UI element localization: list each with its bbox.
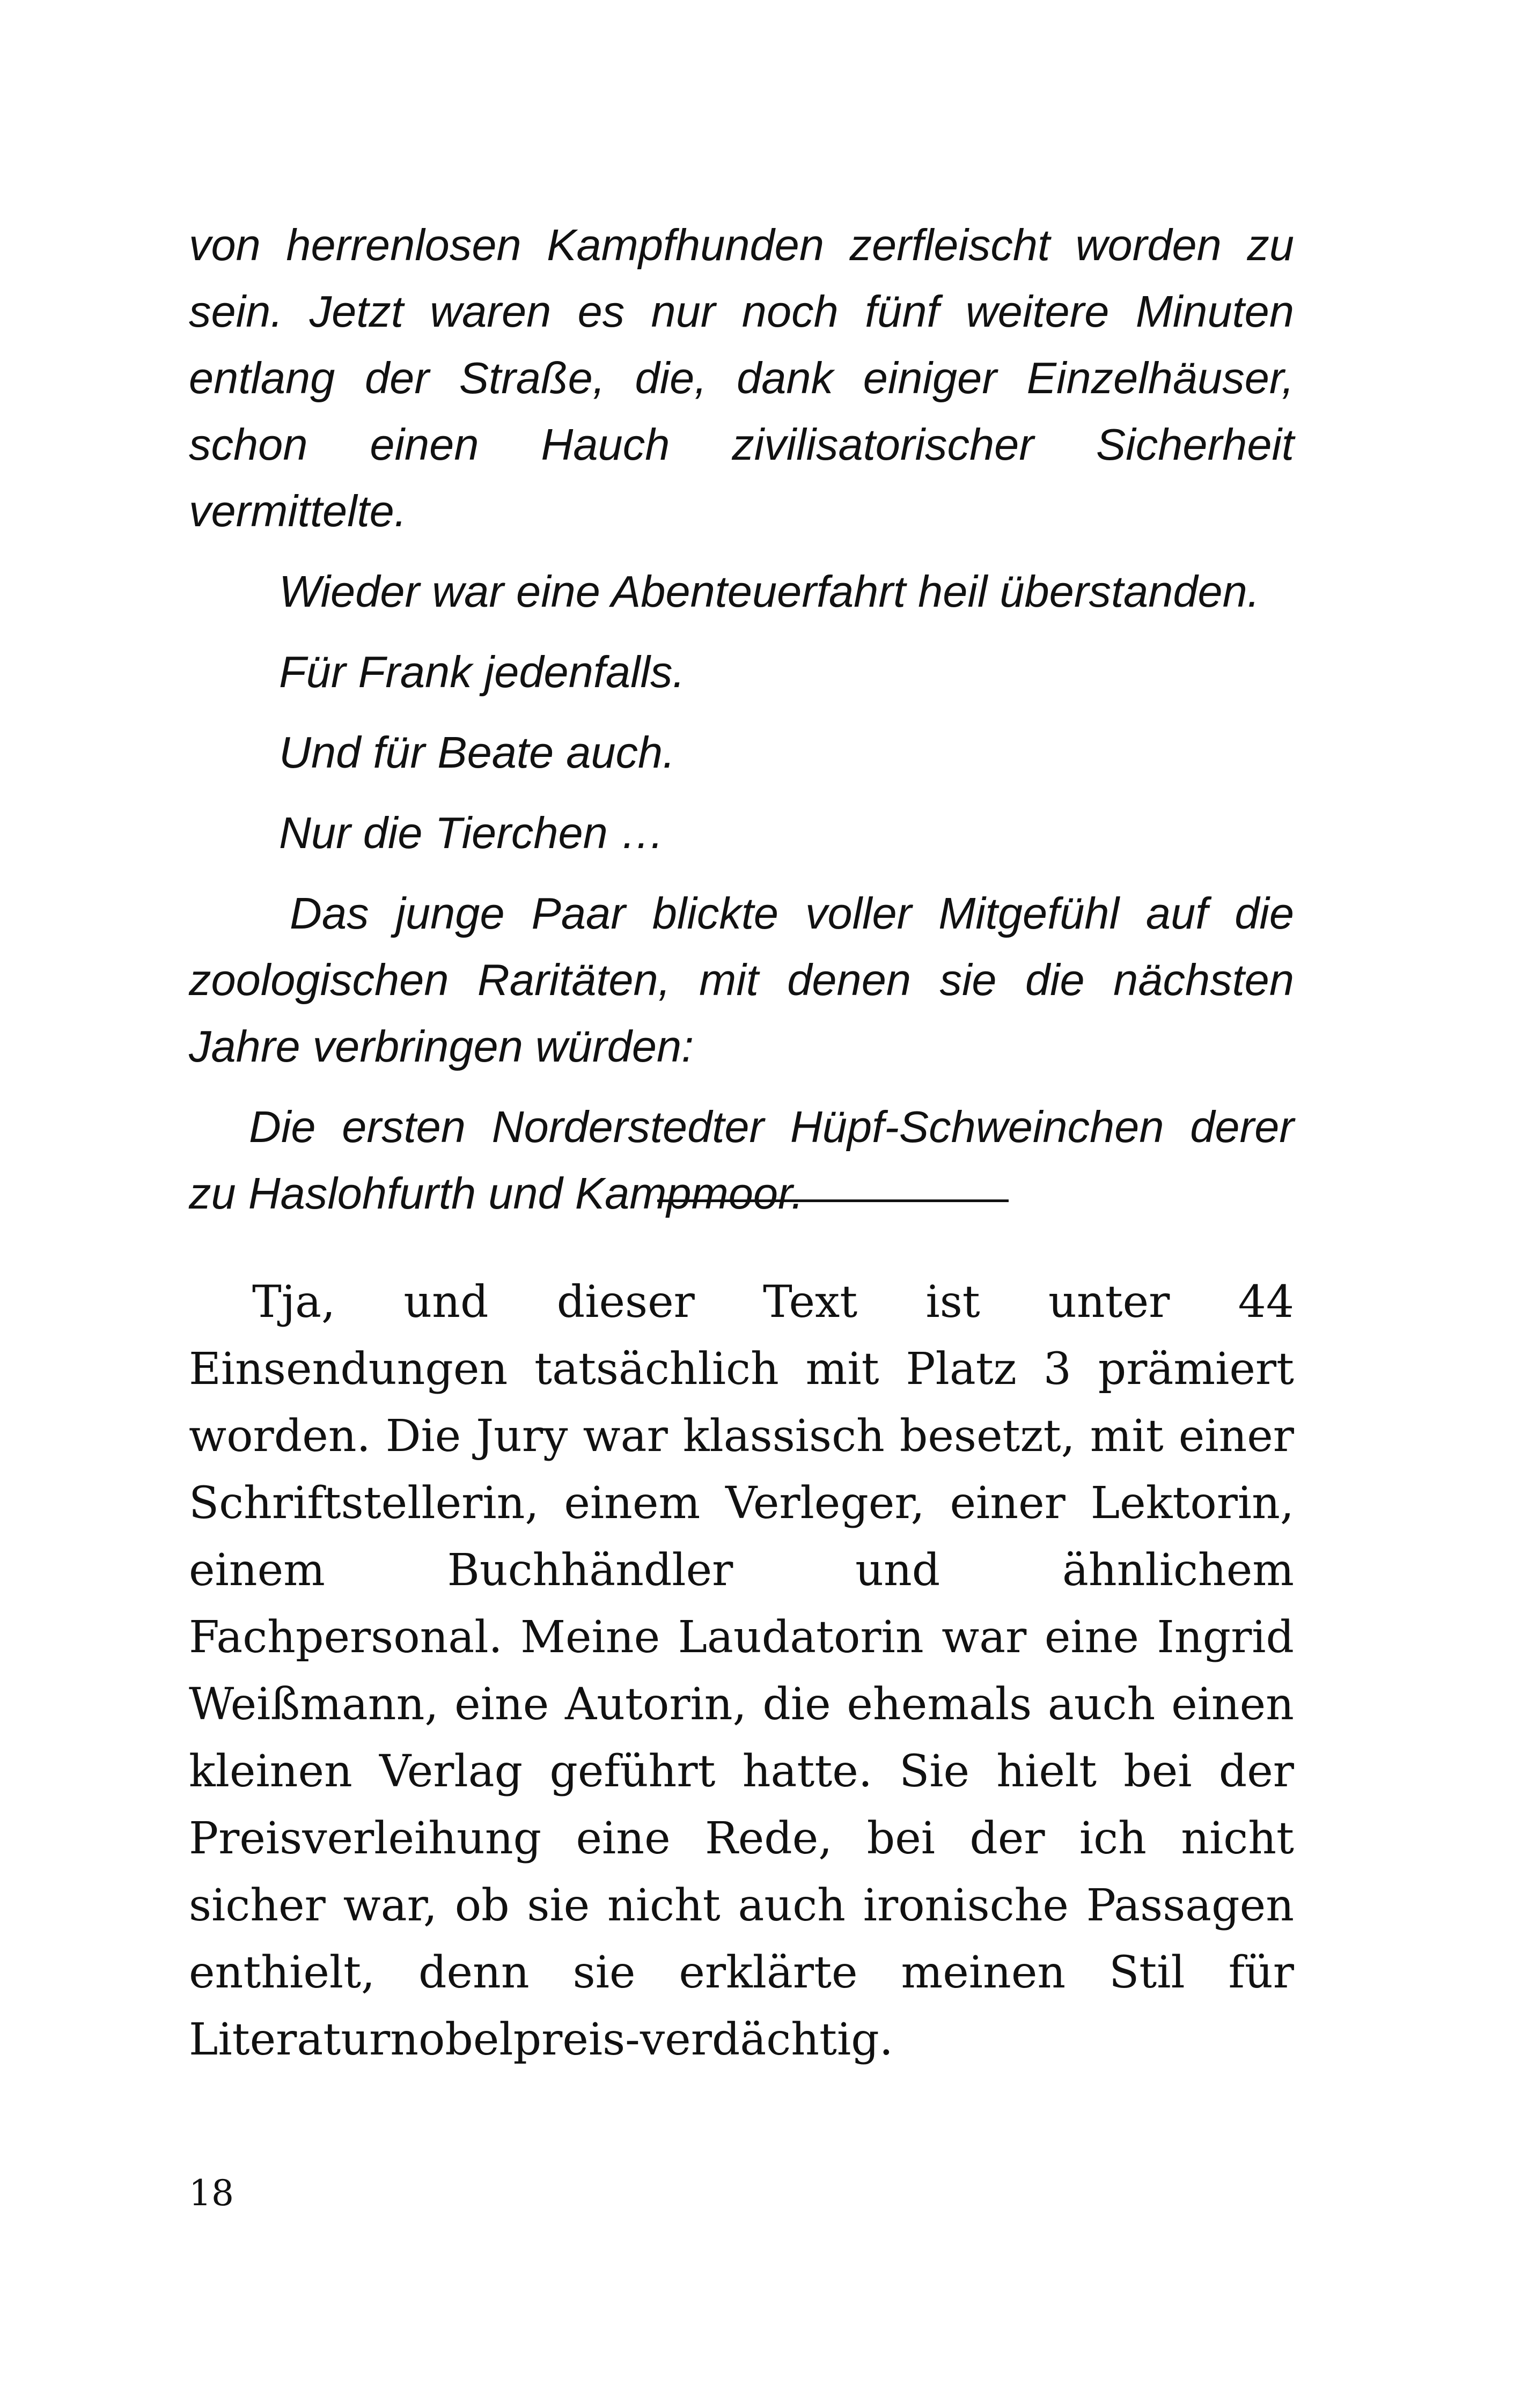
- story-paragraph: Das junge Paar blickte voller Mitgefühl auf die zoologischen Raritäten, mit denen sie die nächsten Jahre verbringen würden:: [189, 888, 1294, 1071]
- story-line: Und für Beate auch.: [279, 727, 675, 777]
- story-paragraph: Die ersten Norderstedter Hüpf-Schweinchen derer zu Haslohfurth und Kampmoor.: [189, 1102, 1294, 1218]
- commentary-text: [189, 1269, 1294, 2073]
- story-line: Wieder war eine Abenteuerfahrt heil überstanden.: [279, 566, 1260, 616]
- story-line: Für Frank jedenfalls.: [279, 647, 685, 697]
- commentary-paragraph: Tja, und dieser Text ist unter 44 Einsendungen tatsächlich mit Platz 3 prämiert worden. Die Jury war klassisch besetzt, mit einer Schriftstellerin, einem Verleger, einer Lektorin, einem Buchhändler und ähnlichem Fachpersonal. Meine Laudatorin war eine Ingrid Weißmann, eine Autorin, die ehemals auch einen kleinen Verlag geführt hatte. Sie hielt bei der Preisverleihung eine Rede, bei der ich nicht sicher war, ob sie nicht auch ironische Passagen enthielt, denn sie erklärte meinen Stil für Literaturnobelpreis-verdächtig.: [189, 1277, 1294, 2065]
- story-excerpt: [189, 212, 1294, 1227]
- page-number: 18: [189, 2173, 234, 2214]
- story-line: Nur die Tierchen …: [279, 808, 665, 858]
- section-divider: [657, 1199, 1009, 1202]
- story-paragraph: von herrenlosen Kampfhunden zerfleischt worden zu sein. Jetzt waren es nur noch fünf weitere Minuten entlang der Straße, die, dank einiger Einzelhäuser, schon einen Hauch zivilisatorischer Sicherheit vermittelte.: [189, 220, 1294, 536]
